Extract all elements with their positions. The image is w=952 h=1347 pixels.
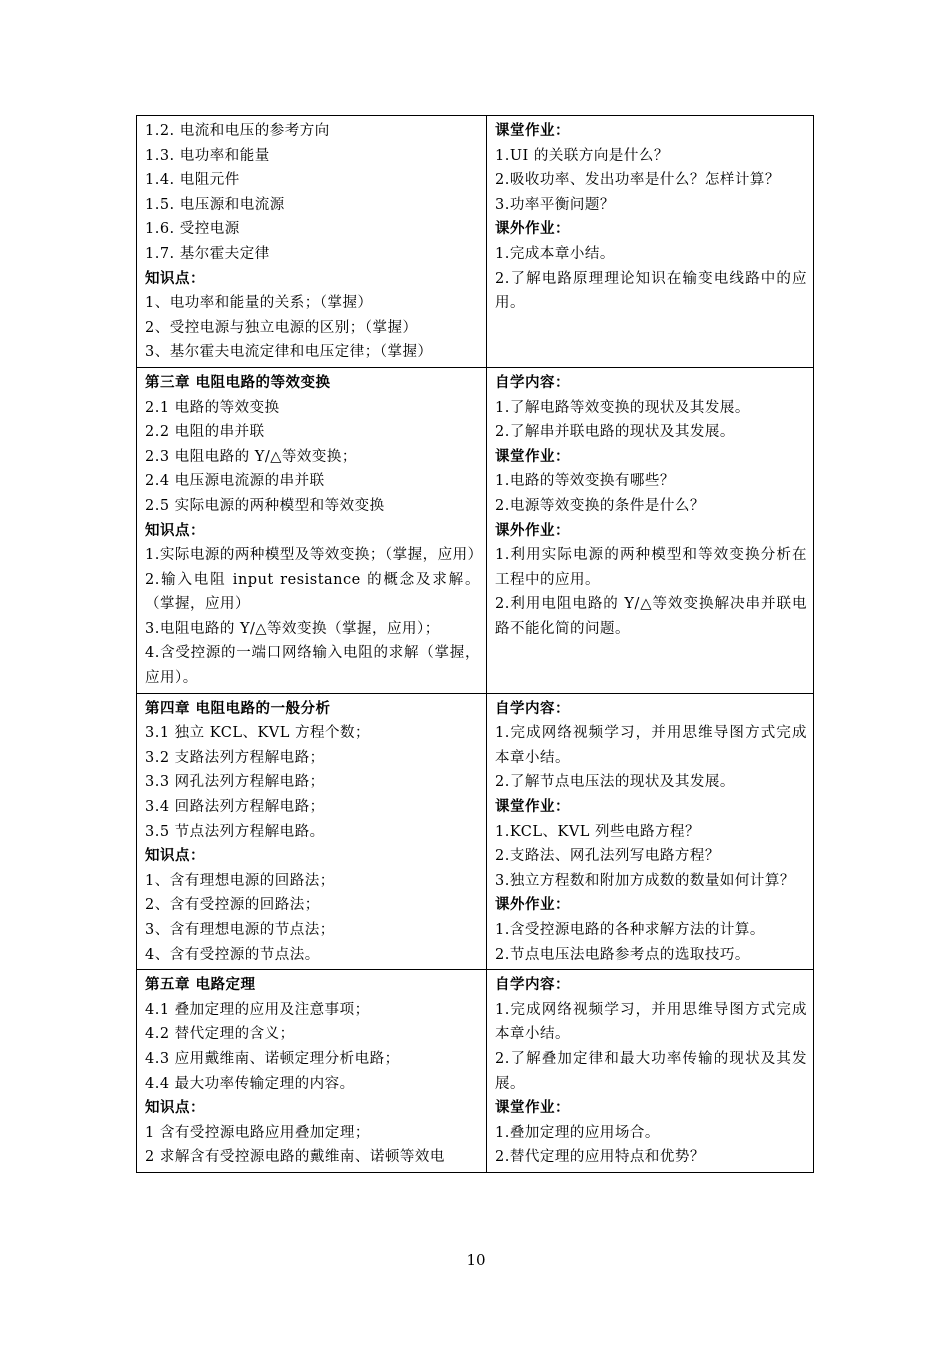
content-line: 1.叠加定理的应用场合。 <box>495 1124 660 1141</box>
content-line: 2、含有受控源的回路法； <box>145 897 320 914</box>
content-line: 3.4 回路法列方程解电路； <box>145 799 325 816</box>
table-row <box>137 367 814 693</box>
content-line: 2.4 电压源电流源的串并联 <box>145 473 325 490</box>
section-heading: 知识点： <box>145 269 205 287</box>
assignments-cell <box>487 970 814 1173</box>
content-line: 1.电路的等效变换有哪些？ <box>495 473 675 490</box>
content-line: 1.实际电源的两种模型及等效变换；（掌握，应用） <box>145 547 483 564</box>
content-line: 2.了解叠加定律和最大功率传输的现状及其发展。 <box>495 1050 807 1092</box>
content-line: 4.1 叠加定理的应用及注意事项； <box>145 1001 370 1018</box>
section-heading: 自学内容： <box>495 699 570 717</box>
content-line: 3.独立方程数和附加方成数的数量如何计算？ <box>495 872 795 889</box>
content-line: 4、含有受控源的节点法。 <box>145 946 320 963</box>
content-line: 2.了解电路原理理论知识在输变电线路中的应用。 <box>495 270 807 312</box>
content-line: 1 含有受控源电路应用叠加定理； <box>145 1124 370 1141</box>
content-line: 2.了解节点电压法的现状及其发展。 <box>495 774 735 791</box>
content-line: 2.节点电压法电路参考点的选取技巧。 <box>495 946 750 963</box>
section-heading: 课堂作业： <box>495 798 570 816</box>
topics-cell <box>137 367 487 693</box>
section-heading: 知识点： <box>145 521 205 539</box>
content-line: 2、受控电源与独立电源的区别；（掌握） <box>145 319 418 336</box>
content-line: 1.KCL、KVL 列些电路方程？ <box>495 823 701 840</box>
content-line: 2.1 电路的等效变换 <box>145 399 280 416</box>
content-line: 4.4 最大功率传输定理的内容。 <box>145 1075 355 1092</box>
content-line: 2.替代定理的应用特点和优势？ <box>495 1149 705 1166</box>
content-line: 1.UI 的关联方向是什么？ <box>495 147 669 164</box>
content-line: 3.功率平衡问题？ <box>495 196 615 213</box>
syllabus-table <box>136 115 814 1173</box>
section-heading: 第五章 电路定理 <box>145 976 256 994</box>
content-line: 1、电功率和能量的关系；（掌握） <box>145 295 373 312</box>
section-heading: 知识点： <box>145 1099 205 1117</box>
page-number: 10 <box>466 1251 486 1269</box>
section-heading: 课堂作业： <box>495 1099 570 1117</box>
content-line: 3、基尔霍夫电流定律和电压定律；（掌握） <box>145 344 433 361</box>
assignments-cell <box>487 367 814 693</box>
section-heading: 第四章 电阻电路的一般分析 <box>145 699 331 717</box>
content-line: 1.3. 电功率和能量 <box>145 147 270 164</box>
content-line: 1.利用实际电源的两种模型和等效变换分析在工程中的应用。 <box>495 547 807 588</box>
section-heading: 课外作业： <box>495 220 570 238</box>
content-line: 3、含有理想电源的节点法； <box>145 922 335 938</box>
topics-cell <box>137 116 487 368</box>
content-line: 2.5 实际电源的两种模型和等效变换 <box>145 497 385 514</box>
topics-cell <box>137 693 487 970</box>
content-line: 3.5 节点法列方程解电路。 <box>145 823 325 840</box>
section-heading: 课堂作业： <box>495 447 570 465</box>
content-line: 2.电源等效变换的条件是什么？ <box>495 497 705 514</box>
content-line: 4.2 替代定理的含义； <box>145 1026 295 1043</box>
content-line: 1.6. 受控电源 <box>145 221 240 238</box>
table-row <box>137 970 814 1173</box>
content-line: 2 求解含有受控源电路的戴维南、诺顿等效电 <box>145 1149 445 1166</box>
table-row <box>137 116 814 368</box>
content-line: 2.输入电阻 input resistance 的概念及求解。（掌握，应用） <box>145 571 480 613</box>
content-line: 3.2 支路法列方程解电路； <box>145 749 325 766</box>
syllabus-table-body <box>137 116 814 1173</box>
section-heading: 课堂作业： <box>495 122 570 139</box>
section-heading: 第三章 电阻电路的等效变换 <box>145 373 331 391</box>
content-line: 3.电阻电路的 Y/△等效变换（掌握，应用）； <box>145 620 440 637</box>
section-heading: 自学内容： <box>495 373 570 391</box>
content-line: 2.2 电阻的串并联 <box>145 424 265 441</box>
content-line: 1.7. 基尔霍夫定律 <box>145 245 270 262</box>
assignments-cell <box>487 116 814 368</box>
table-row <box>137 693 814 970</box>
section-heading: 课外作业： <box>495 896 570 914</box>
content-line: 4.3 应用戴维南、诺顿定理分析电路； <box>145 1050 400 1067</box>
section-heading: 课外作业： <box>495 521 570 539</box>
section-heading: 知识点： <box>145 847 205 865</box>
content-line: 2.3 电阻电路的 Y/△等效变换； <box>145 448 357 465</box>
content-line: 2.利用电阻电路的 Y/△等效变换解决串并联电路不能化简的问题。 <box>495 596 807 637</box>
content-line: 1.了解电路等效变换的现状及其发展。 <box>495 399 750 416</box>
topics-cell <box>137 970 487 1173</box>
content-line: 4.含受控源的一端口网络输入电阻的求解（掌握，应用）。 <box>145 645 480 687</box>
content-line: 1.5. 电压源和电流源 <box>145 196 285 213</box>
content-line: 1.完成网络视频学习，并用思维导图方式完成本章小结。 <box>495 1001 807 1043</box>
content-line: 2.支路法、网孔法列写电路方程？ <box>495 848 720 865</box>
section-heading: 自学内容： <box>495 976 570 994</box>
content-line: 3.1 独立 KCL、KVL 方程个数； <box>145 725 370 742</box>
content-line: 1.完成网络视频学习，并用思维导图方式完成本章小结。 <box>495 725 807 766</box>
content-line: 2.了解串并联电路的现状及其发展。 <box>495 424 735 441</box>
assignments-cell <box>487 693 814 970</box>
content-line: 1.含受控源电路的各种求解方法的计算。 <box>495 922 765 938</box>
content-line: 1.完成本章小结。 <box>495 245 615 262</box>
content-line: 2.吸收功率、发出功率是什么？怎样计算？ <box>495 172 780 189</box>
content-line: 1.2. 电流和电压的参考方向 <box>145 123 330 139</box>
content-line: 1.4. 电阻元件 <box>145 172 240 189</box>
content-line: 1、含有理想电源的回路法； <box>145 872 335 889</box>
content-line: 3.3 网孔法列方程解电路； <box>145 774 325 791</box>
